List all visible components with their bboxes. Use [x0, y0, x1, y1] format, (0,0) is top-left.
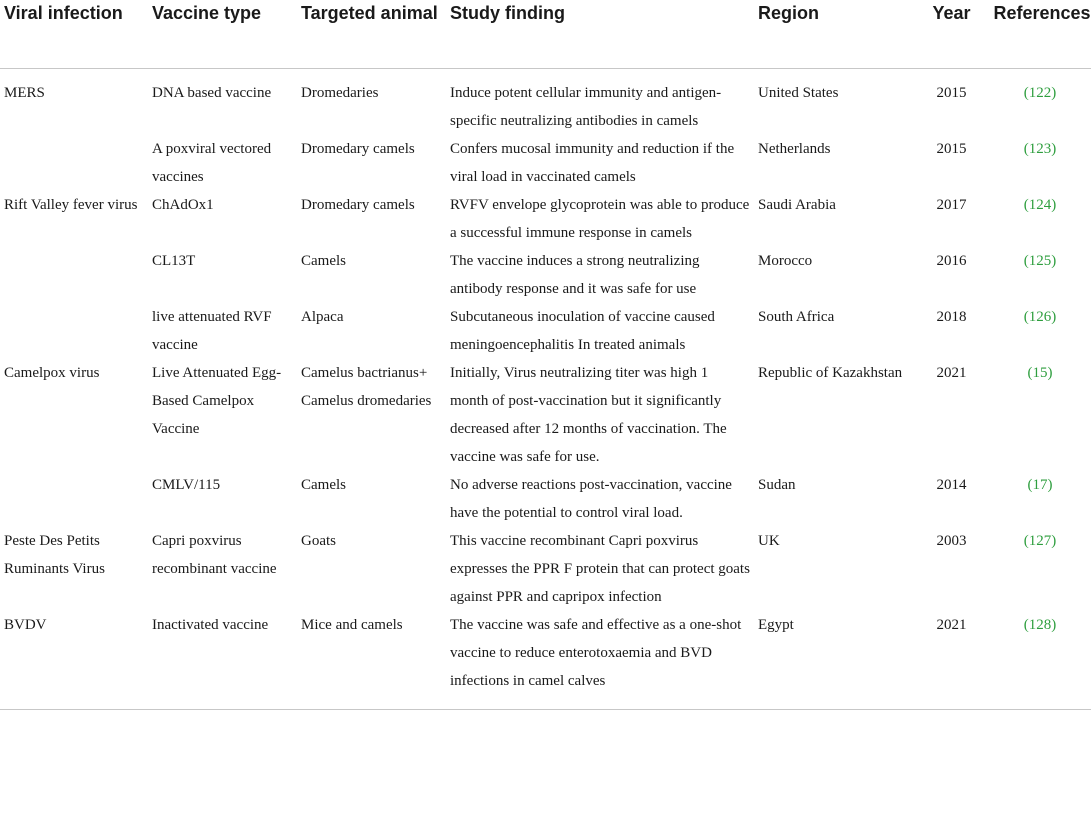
cell-virus: BVDV [4, 616, 47, 633]
cell-virus [0, 471, 148, 527]
cell-finding: Subcutaneous inoculation of vaccine caused meningoencephalitis In treated animals [450, 308, 715, 353]
cell-region: Republic of Kazakhstan [758, 364, 903, 381]
header-study-finding: Study finding [450, 3, 565, 23]
table-row [0, 303, 1091, 359]
cell-virus: MERS [4, 84, 45, 101]
cell-finding: RVFV envelope glycoprotein was able to produce a successful immune response in camels [450, 196, 750, 241]
header-vaccine-type: Vaccine type [152, 3, 262, 23]
cell-year: 2021 [936, 616, 967, 633]
cell-vaccine: live attenuated RVF vaccine [152, 308, 272, 353]
reference-link[interactable]: (122) [1023, 84, 1057, 101]
reference-link[interactable]: (17) [1027, 476, 1053, 493]
cell-vaccine: ChAdOx1 [152, 196, 214, 213]
cell-year: 2015 [936, 84, 967, 101]
table-row [0, 135, 1091, 191]
cell-vaccine: Inactivated vaccine [152, 616, 269, 633]
cell-animal: Camels [301, 252, 346, 269]
cell-region: Egypt [758, 616, 794, 633]
cell-vaccine: Capri poxvirus recombinant vaccine [152, 532, 277, 577]
cell-virus [0, 303, 148, 359]
cell-reference [989, 611, 1091, 710]
cell-reference [989, 135, 1091, 191]
cell-region: Netherlands [758, 140, 831, 157]
table-row [0, 359, 1091, 471]
cell-virus [0, 135, 148, 191]
cell-finding: The vaccine was safe and effective as a one-shot vaccine to reduce enterotoxaemia and BVD infections in camel calves [450, 616, 742, 689]
cell-finding: Induce potent cellular immunity and antigen-specific neutralizing antibodies in camels [450, 84, 722, 129]
header-targeted-animal: Targeted animal [301, 3, 438, 23]
reference-link[interactable]: (124) [1023, 196, 1057, 213]
cell-region: UK [758, 532, 780, 549]
cell-animal: Dromedaries [301, 84, 379, 101]
table-row [0, 191, 1091, 247]
cell-region: South Africa [758, 308, 835, 325]
cell-finding: The vaccine induces a strong neutralizing antibody response and it was safe for use [450, 252, 700, 297]
cell-vaccine: CL13T [152, 252, 196, 269]
cell-virus: Peste Des Petits Ruminants Virus [4, 532, 105, 577]
table-row [0, 527, 1091, 611]
cell-year: 2014 [936, 476, 967, 493]
table-row [0, 247, 1091, 303]
reference-link[interactable]: (127) [1023, 532, 1057, 549]
cell-reference [989, 191, 1091, 247]
cell-animal: Goats [301, 532, 336, 549]
cell-finding: Confers mucosal immunity and reduction if the viral load in vaccinated camels [450, 140, 735, 185]
cell-year: 2016 [936, 252, 967, 269]
cell-animal: Camels [301, 476, 346, 493]
cell-virus [0, 247, 148, 303]
reference-link[interactable]: (15) [1027, 364, 1053, 381]
cell-vaccine: A poxviral vectored vaccines [152, 140, 272, 185]
cell-finding: Initially, Virus neutralizing titer was high 1 month of post-vaccination but it significantly decreased after 12 months of vaccination. The vaccine was safe for use. [450, 364, 727, 465]
cell-reference [989, 471, 1091, 527]
cell-region: Sudan [758, 476, 796, 493]
cell-reference [989, 247, 1091, 303]
cell-vaccine: Live Attenuated Egg-Based Camelpox Vaccine [152, 364, 282, 437]
header-references: References [993, 3, 1091, 23]
cell-finding: This vaccine recombinant Capri poxvirus expresses the PPR F protein that can protect goats against PPR and capripox infection [450, 532, 750, 605]
cell-year: 2021 [936, 364, 967, 381]
cell-vaccine: DNA based vaccine [152, 84, 272, 101]
cell-region: United States [758, 84, 839, 101]
cell-animal: Dromedary camels [301, 196, 415, 213]
cell-reference [989, 527, 1091, 611]
table-row [0, 611, 1091, 710]
reference-link[interactable]: (123) [1023, 140, 1057, 157]
cell-reference [989, 359, 1091, 471]
cell-region: Morocco [758, 252, 813, 269]
reference-link[interactable]: (128) [1023, 616, 1057, 633]
header-year: Year [932, 3, 971, 23]
cell-region: Saudi Arabia [758, 196, 836, 213]
cell-animal: Camelus bactrianus+ Camelus dromedaries [301, 364, 432, 409]
cell-vaccine: CMLV/115 [152, 476, 221, 493]
table-row [0, 68, 1091, 135]
cell-animal: Alpaca [301, 308, 344, 325]
header-viral-infection: Viral infection [4, 3, 123, 23]
cell-virus: Rift Valley fever virus [4, 196, 138, 213]
cell-year: 2017 [936, 196, 967, 213]
cell-virus: Camelpox virus [4, 364, 100, 381]
header-region: Region [758, 3, 819, 23]
cell-animal: Dromedary camels [301, 140, 415, 157]
cell-reference [989, 68, 1091, 135]
header-row [0, 0, 1091, 68]
reference-link[interactable]: (126) [1023, 308, 1057, 325]
reference-link[interactable]: (125) [1023, 252, 1057, 269]
cell-reference [989, 303, 1091, 359]
cell-animal: Mice and camels [301, 616, 403, 633]
cell-year: 2003 [936, 532, 967, 549]
cell-year: 2018 [936, 308, 967, 325]
cell-year: 2015 [936, 140, 967, 157]
cell-finding: No adverse reactions post-vaccination, vaccine have the potential to control viral load. [450, 476, 732, 521]
table-row [0, 471, 1091, 527]
